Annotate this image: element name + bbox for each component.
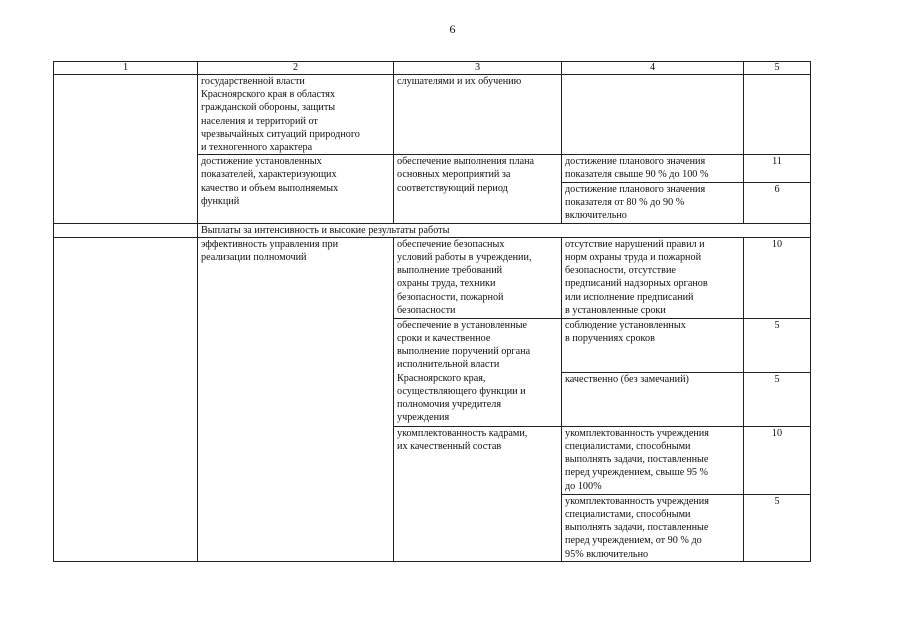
cell-text-line: слушателями и их обучению: [397, 76, 522, 87]
cell-text-line: учреждения: [397, 412, 450, 424]
points-cell: 5: [744, 494, 811, 561]
cell-text-line: в поручениях сроков: [565, 333, 655, 345]
table-row: [54, 75, 811, 155]
table-header-row: [54, 62, 811, 75]
cell-text-line: специалистами, способными: [565, 441, 691, 453]
cell-text-line: выполнять задачи, поставленные: [565, 454, 709, 466]
points-cell: 10: [744, 426, 811, 494]
cell-text-line: отсутствие нарушений правил и: [565, 238, 705, 250]
cell-text-line: обеспечение безопасных: [397, 238, 505, 250]
position-cell: [54, 223, 198, 237]
indicator-cell: [198, 75, 394, 155]
cell-text-line: эффективность управления при: [201, 238, 339, 250]
points-cell: 11: [744, 155, 811, 182]
cell-text-line: перед учреждением, от 90 % до: [565, 535, 702, 547]
section-row: [54, 223, 811, 237]
points-cell: 5: [744, 318, 811, 372]
criterion-cell: [562, 494, 744, 561]
cell-text-line: и техногенного характера: [201, 142, 313, 154]
cell-text-line: специалистами, способными: [565, 509, 691, 521]
cell-text-line: Красноярского края в областях: [201, 89, 336, 101]
cell-text-line: обеспечение в установленные: [397, 319, 527, 331]
cell-text-line: выполнять задачи, поставленные: [565, 522, 709, 534]
cell-text-line: качество и объем выполняемых: [201, 182, 339, 194]
cell-text-line: выполнение поручений органа: [397, 346, 531, 358]
cell-text-line: осуществляющего функции и: [397, 385, 526, 397]
cell-text-line: гражданской обороны, защиты: [201, 102, 336, 114]
cell-text-line: предписаний надзорных органов: [565, 278, 708, 290]
cell-text-line: перед учреждением, свыше 95 %: [565, 467, 709, 479]
column-header-1: 1: [54, 62, 198, 75]
criterion-cell: [562, 75, 744, 155]
table-row: [54, 237, 811, 318]
condition-cell: [394, 237, 562, 318]
cell-text-line: исполнительной власти: [397, 359, 500, 371]
cell-text-line: населения и территорий от: [201, 115, 318, 127]
indicator-cell: [198, 237, 394, 561]
cell-text-line: показателя свыше 90 % до 100 %: [565, 169, 709, 181]
cell-text-line: безопасности, отсутствие: [565, 265, 676, 277]
cell-text-line: чрезвычайных ситуаций природного: [201, 128, 360, 140]
cell-text-line: качественно (без замечаний): [565, 373, 689, 385]
column-header-3: 3: [394, 62, 562, 75]
cell-text-line: укомплектованность учреждения: [565, 495, 709, 507]
cell-text-line: или исполнение предписаний: [565, 291, 694, 303]
column-header-4: 4: [562, 62, 744, 75]
cell-text-line: реализации полномочий: [201, 252, 307, 264]
page-number: 6: [449, 22, 456, 36]
cell-text-line: охраны труда, техники: [397, 278, 496, 290]
condition-cell: [394, 155, 562, 223]
cell-text-line: достижение планового значения: [565, 156, 706, 168]
cell-text-line: безопасности: [397, 304, 456, 316]
cell-text-line: обеспечение выполнения плана: [397, 156, 535, 168]
cell-text-line: укомплектованность учреждения: [565, 427, 709, 439]
criterion-cell: [562, 237, 744, 318]
cell-text-line: показателя от 80 % до 90 %: [565, 196, 685, 208]
criterion-cell: [562, 372, 744, 426]
cell-text-line: полномочия учредителя: [397, 399, 502, 411]
cell-text-line: безопасности, пожарной: [397, 291, 504, 303]
cell-text-line: государственной власти: [201, 76, 305, 87]
cell-text-line: выполнение требований: [397, 265, 503, 277]
points-cell: [744, 75, 811, 155]
cell-text-line: их качественный состав: [397, 441, 502, 453]
condition-cell: [394, 318, 562, 426]
cell-text-line: условий работы в учреждении,: [397, 252, 532, 264]
criteria-table: [53, 61, 811, 562]
position-cell: [54, 75, 198, 224]
points-cell: 6: [744, 182, 811, 223]
condition-cell: [394, 75, 562, 155]
cell-text-line: основных мероприятий за: [397, 169, 511, 181]
points-cell: 5: [744, 372, 811, 426]
criterion-cell: [562, 182, 744, 223]
cell-text-line: включительно: [565, 210, 627, 222]
cell-text-line: достижение планового значения: [565, 183, 706, 195]
criterion-cell: [562, 426, 744, 494]
indicator-cell: [198, 155, 394, 223]
cell-text-line: укомплектованность кадрами,: [397, 427, 528, 439]
column-header-2: 2: [198, 62, 394, 75]
cell-text-line: соответствующий период: [397, 182, 508, 194]
cell-text-line: достижение установленных: [201, 156, 322, 168]
section-heading: Выплаты за интенсивность и высокие результаты работы: [198, 223, 811, 237]
cell-text-line: функций: [201, 195, 240, 207]
criterion-cell: [562, 155, 744, 182]
criterion-cell: [562, 318, 744, 372]
cell-text-line: до 100%: [565, 480, 602, 492]
cell-text-line: соблюдение установленных: [565, 319, 686, 331]
cell-text-line: Красноярского края,: [397, 372, 486, 384]
points-cell: 10: [744, 237, 811, 318]
cell-text-line: норм охраны труда и пожарной: [565, 252, 702, 264]
column-header-5: 5: [744, 62, 811, 75]
cell-text-line: в установленные сроки: [565, 304, 666, 316]
cell-text-line: 95% включительно: [565, 548, 649, 560]
cell-text-line: сроки и качественное: [397, 333, 491, 345]
condition-cell: [394, 426, 562, 561]
position-cell: [54, 237, 198, 561]
cell-text-line: показателей, характеризующих: [201, 169, 337, 181]
